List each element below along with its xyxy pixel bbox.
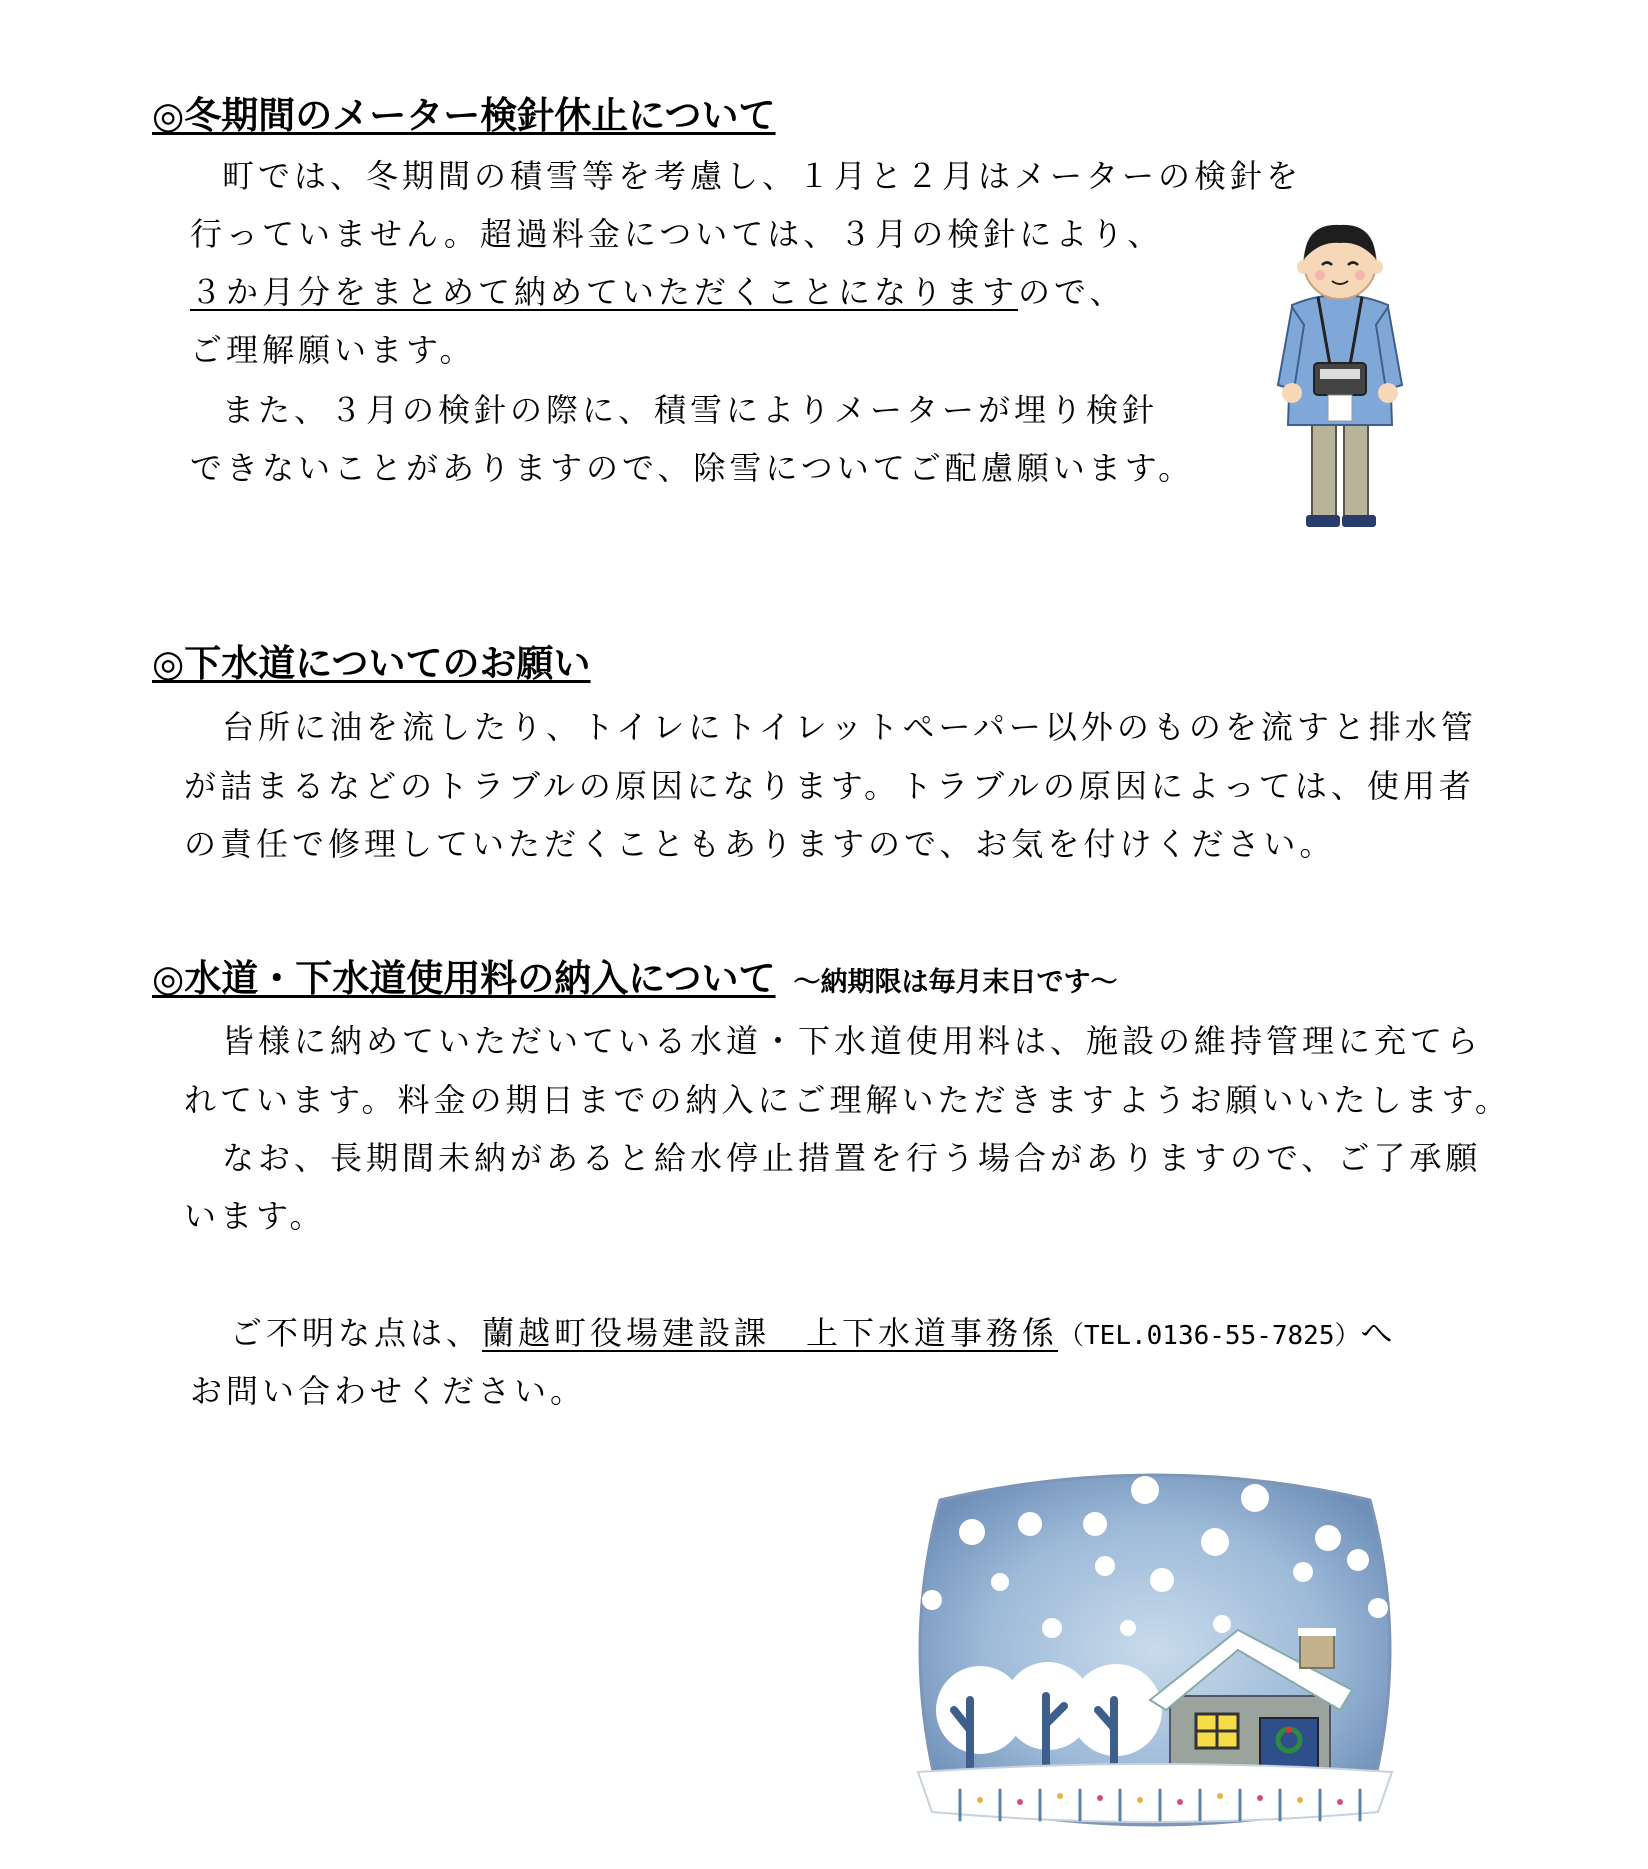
- paragraph-line: なお、長期間未納があると給水停止措置を行う場合がありますので、ご了承願: [222, 1139, 1482, 1177]
- paragraph-line-underlined: ３か月分をまとめて納めていただくことになりますので、: [190, 273, 1126, 311]
- section-heading-payment: ◎水道・下水道使用料の納入について ～納期限は毎月末日です～: [152, 957, 1118, 1000]
- contact-line: ご不明な点は、蘭越町役場建設課 上下水道事務係（TEL.0136-55-7825）へ: [230, 1314, 1397, 1352]
- paragraph-line: います。: [184, 1197, 326, 1235]
- snowy-house-illustration: [900, 1460, 1410, 1840]
- paragraph-line: ご理解願います。: [190, 331, 476, 369]
- contact-line-2: お問い合わせください。: [190, 1372, 587, 1410]
- section-heading-meter: ◎冬期間のメーター検針休止について: [152, 94, 776, 137]
- paragraph-line: 町では、冬期間の積雪等を考慮し、１月と２月はメーターの検針を: [222, 157, 1303, 195]
- meter-reader-illustration: [1270, 215, 1410, 535]
- paragraph-line: 皆様に納めていただいている水道・下水道使用料は、施設の維持管理に充てら: [222, 1022, 1483, 1060]
- paragraph-line: できないことがありますので、除雪についてご配慮願います。: [190, 449, 1195, 487]
- phone-number: （TEL.0136-55-7825）: [1058, 1321, 1361, 1351]
- section-heading-sewer: ◎下水道についてのお願い: [152, 642, 591, 685]
- paragraph-line: 行っていません。超過料金については、３月の検針により、: [190, 215, 1164, 253]
- paragraph-line: れています。料金の期日までの納入にご理解いただきますようお願いいたします。: [184, 1081, 1511, 1119]
- payment-deadline-note: ～納期限は毎月末日です～: [793, 967, 1118, 998]
- paragraph-line: の責任で修理していただくこともありますので、お気を付けください。: [184, 825, 1336, 863]
- paragraph-line: 台所に油を流したり、トイレにトイレットペーパー以外のものを流すと排水管: [222, 708, 1477, 746]
- paragraph-line: また、３月の検針の際に、積雪によりメーターが埋り検針: [222, 391, 1159, 429]
- paragraph-line: が詰まるなどのトラブルの原因になります。トラブルの原因によっては、使用者: [184, 767, 1475, 805]
- office-name: 蘭越町役場建設課 上下水道事務係: [482, 1314, 1059, 1352]
